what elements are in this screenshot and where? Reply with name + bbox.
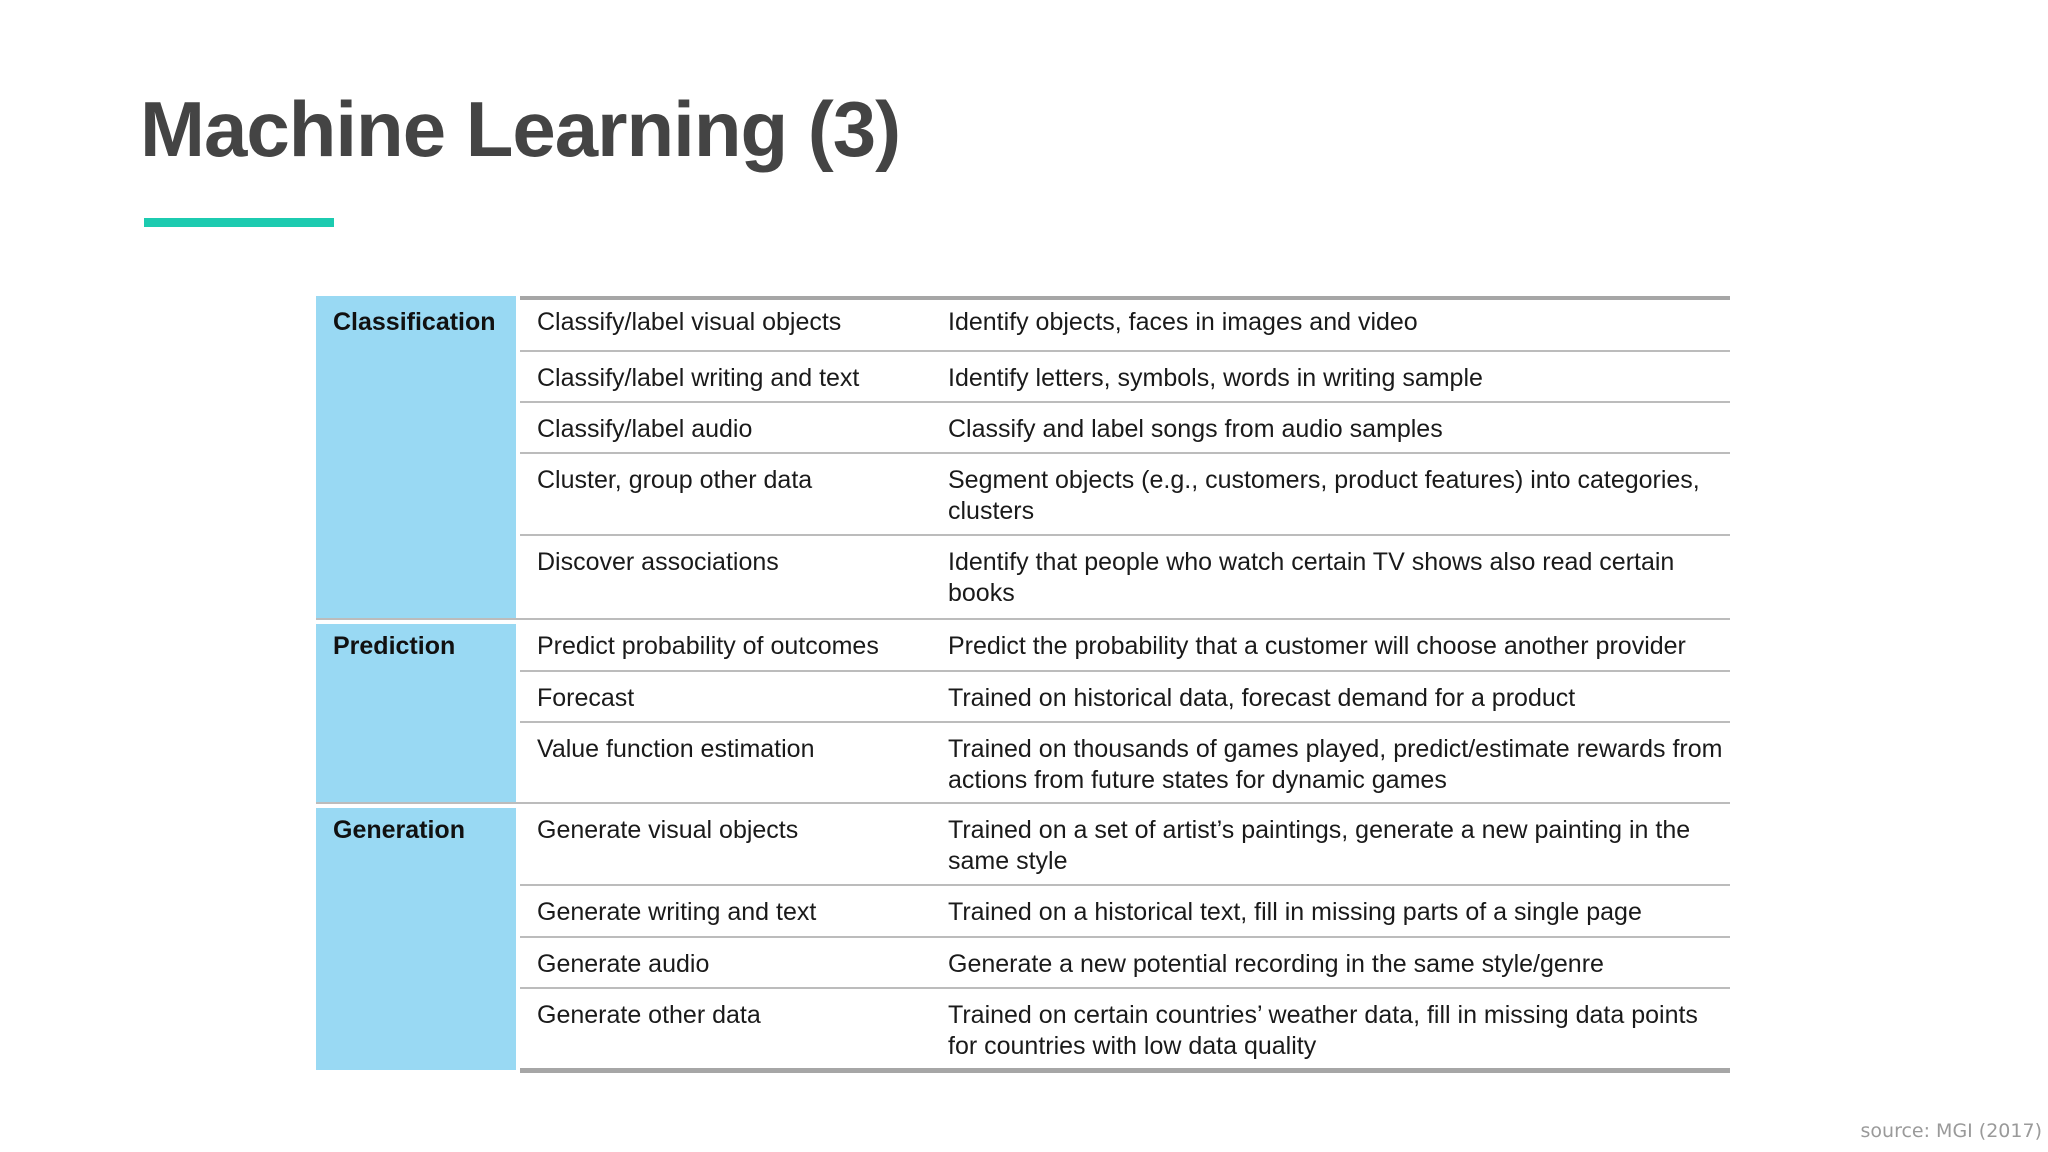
title-accent-bar — [144, 218, 334, 227]
table-bottom-rule — [520, 1068, 1730, 1073]
group-label: Classification — [333, 308, 496, 336]
group-classification — [316, 296, 1730, 618]
use-case-cell: Predict probability of outcomes — [537, 632, 879, 660]
use-case-cell: Classify/label writing and text — [537, 364, 860, 392]
example-cell: Trained on historical data, forecast demand for a product — [948, 684, 1576, 712]
table-row — [520, 672, 1730, 723]
table-row — [520, 296, 1730, 352]
use-case-cell: Classify/label visual objects — [537, 308, 842, 336]
use-case-cell: Value function estimation — [537, 735, 815, 763]
table-row — [520, 723, 1730, 802]
use-case-cell: Cluster, group other data — [537, 466, 813, 494]
example-cell: Segment objects (e.g., customers, product features) into categories, clusters — [948, 466, 1700, 525]
use-case-cell: Generate other data — [537, 1001, 761, 1029]
use-case-cell: Generate writing and text — [537, 898, 817, 926]
table-row — [520, 620, 1730, 672]
table-row — [520, 886, 1730, 938]
slide-title: Machine Learning (3) — [140, 85, 901, 173]
source-note: source: MGI (2017) — [1860, 1120, 2042, 1142]
example-cell: Trained on certain countries’ weather data, fill in missing data points for countries with low data quality — [948, 1001, 1698, 1060]
example-cell: Identify objects, faces in images and video — [948, 308, 1418, 336]
use-case-cell: Forecast — [537, 684, 635, 712]
use-case-cell: Classify/label audio — [537, 415, 753, 443]
example-cell: Trained on a historical text, fill in missing parts of a single page — [948, 898, 1642, 926]
use-case-cell: Discover associations — [537, 548, 779, 576]
group-generation — [316, 802, 1730, 1068]
example-cell: Generate a new potential recording in the same style/genre — [948, 950, 1604, 978]
group-label: Generation — [333, 816, 465, 844]
example-cell: Trained on thousands of games played, predict/estimate rewards from actions from future states for dynamic games — [948, 735, 1723, 794]
example-cell: Predict the probability that a customer will choose another provider — [948, 632, 1686, 660]
table-row — [520, 352, 1730, 403]
ml-use-case-table — [316, 296, 1730, 1076]
table-row — [520, 804, 1730, 886]
group-label: Prediction — [333, 632, 456, 660]
table-row — [520, 938, 1730, 989]
group-cell — [316, 808, 516, 1070]
table-row — [520, 989, 1730, 1068]
example-cell: Identify letters, symbols, words in writing sample — [948, 364, 1483, 392]
example-cell: Identify that people who watch certain TV shows also read certain books — [948, 548, 1675, 607]
group-cell — [316, 296, 516, 618]
group-prediction — [316, 618, 1730, 802]
group-cell — [316, 624, 516, 802]
table-row — [520, 403, 1730, 454]
use-case-cell: Generate audio — [537, 950, 710, 978]
example-cell: Classify and label songs from audio samples — [948, 415, 1443, 443]
table-row — [520, 454, 1730, 536]
example-cell: Trained on a set of artist’s paintings, generate a new painting in the same style — [948, 816, 1691, 875]
use-case-cell: Generate visual objects — [537, 816, 799, 844]
table-row — [520, 536, 1730, 618]
